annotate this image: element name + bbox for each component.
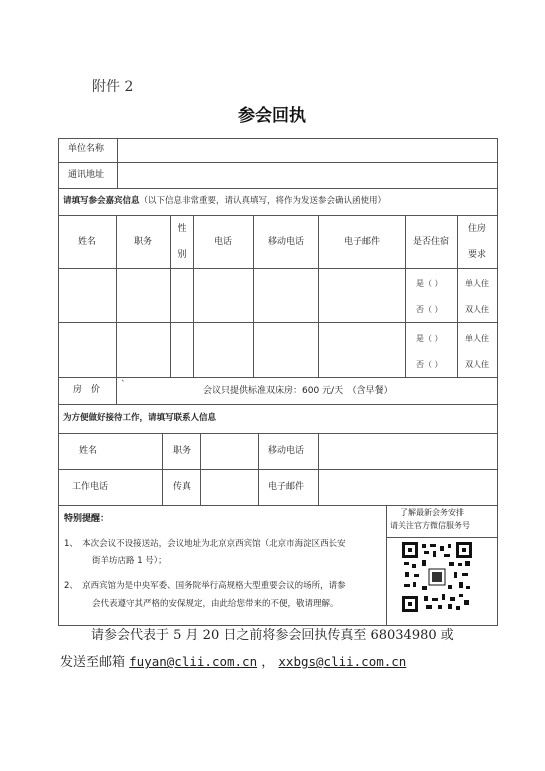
guest-section-heading bbox=[63, 197, 386, 206]
guest-room-header-bottom: 要求 bbox=[467, 250, 487, 260]
guest-gender-header-top: 性 bbox=[177, 224, 187, 234]
reminder-item-2-line-1: 2、 京西宾馆为是中央军委、国务院举行高规格大型重要会议的场所，请参 bbox=[64, 581, 346, 591]
guest-2-room-single[interactable]: 单人住 bbox=[465, 334, 489, 343]
guest-1-email-field[interactable] bbox=[320, 270, 404, 321]
contact-section-heading: 为方便做好接待工作，请填写联系人信息 bbox=[63, 413, 217, 423]
guest-2-email-field[interactable] bbox=[320, 324, 404, 376]
unit-name-label: 单位名称 bbox=[68, 144, 105, 154]
price-text: 会议只提供标准双床房：600 元/天 （含早餐） bbox=[203, 386, 393, 396]
footer-email-prefix: 发送至邮箱 bbox=[60, 655, 126, 670]
guest-phone-header: 电话 bbox=[213, 237, 233, 247]
price-label: 房 价 bbox=[73, 385, 101, 395]
contact-fax-label: 传真 bbox=[173, 482, 192, 492]
guest-gender-header-bottom: 别 bbox=[177, 250, 187, 260]
guest-1-lodging-yes[interactable]: 是（ ） bbox=[416, 279, 443, 288]
wechat-line-2: 请关注官方微信服务号 bbox=[390, 521, 470, 530]
contact-name-label: 姓名 bbox=[78, 446, 98, 456]
price-mark: ` bbox=[121, 380, 126, 390]
guest-name-header: 姓名 bbox=[77, 237, 97, 247]
unit-name-field[interactable] bbox=[119, 140, 496, 161]
reminder-item-1-line-2: 街羊坊店路 1 号）； bbox=[92, 556, 167, 566]
address-label: 通讯地址 bbox=[68, 170, 105, 180]
contact-position-field[interactable] bbox=[202, 435, 257, 468]
contact-work-phone-label: 工作电话 bbox=[71, 482, 109, 492]
guest-section-note: （以下信息非常重要，请认真填写，将作为发送参会确认函使用） bbox=[139, 196, 387, 206]
guest-email-header: 电子邮件 bbox=[343, 237, 381, 247]
guest-2-name-field[interactable] bbox=[60, 324, 115, 376]
page-title: 参会回执 bbox=[238, 106, 306, 126]
guest-1-name-field[interactable] bbox=[60, 270, 115, 321]
reminder-title: 特别提醒： bbox=[64, 514, 110, 524]
guest-position-header: 职务 bbox=[133, 237, 153, 247]
guest-lodging-header: 是否住宿 bbox=[412, 237, 450, 247]
wechat-line-1: 了解最新会务安排 bbox=[400, 508, 464, 517]
guest-1-phone-field[interactable] bbox=[195, 270, 252, 321]
attachment-label: 附件 2 bbox=[92, 79, 134, 95]
contact-name-field[interactable] bbox=[120, 435, 161, 468]
guest-1-room-double[interactable]: 双人住 bbox=[465, 305, 489, 314]
footer-line-2 bbox=[60, 656, 406, 669]
guest-room-header-top: 住房 bbox=[467, 224, 487, 234]
guest-1-room-single[interactable]: 单人住 bbox=[465, 279, 489, 288]
guest-2-lodging-no[interactable]: 否（ ） bbox=[416, 360, 443, 369]
guest-mobile-header: 移动电话 bbox=[267, 237, 305, 247]
guest-1-position-field[interactable] bbox=[118, 270, 169, 321]
footer-separator: ， bbox=[261, 655, 275, 670]
guest-section-title: 请填写参会嘉宾信息 bbox=[63, 196, 140, 206]
contact-mobile-label: 移动电话 bbox=[268, 446, 305, 456]
contact-email-label: 电子邮件 bbox=[268, 482, 305, 492]
reminder-item-2-line-2: 会代表遵守其严格的安保规定，由此给您带来的不便，敬请理解。 bbox=[92, 599, 339, 609]
footer-email-link-2[interactable]: xxbgs@clii.com.cn bbox=[278, 654, 407, 669]
guest-1-mobile-field[interactable] bbox=[255, 270, 317, 321]
reminder-item-1-line-1: 1、 本次会议不设接送站，会议地址为北京京西宾馆（北京市海淀区西长安 bbox=[64, 539, 346, 549]
contact-fax-field[interactable] bbox=[202, 471, 257, 504]
contact-email-field[interactable] bbox=[320, 471, 496, 504]
contact-position-label: 职务 bbox=[173, 446, 192, 456]
contact-mobile-field[interactable] bbox=[320, 435, 496, 468]
guest-2-phone-field[interactable] bbox=[195, 324, 252, 376]
footer-email-link-1[interactable]: fuyan@clii.com.cn bbox=[129, 654, 258, 669]
address-field[interactable] bbox=[119, 164, 496, 187]
guest-2-position-field[interactable] bbox=[118, 324, 169, 376]
footer-line-1: 请参会代表于 5 月 20 日之前将参会回执传真至 68034980 或 bbox=[91, 628, 454, 643]
guest-2-room-double[interactable]: 双人住 bbox=[465, 360, 489, 369]
guest-2-lodging-yes[interactable]: 是（ ） bbox=[416, 334, 443, 343]
guest-2-mobile-field[interactable] bbox=[255, 324, 317, 376]
contact-work-phone-field[interactable] bbox=[120, 471, 161, 504]
guest-2-gender-field[interactable] bbox=[172, 324, 192, 376]
guest-1-lodging-no[interactable]: 否（ ） bbox=[416, 305, 443, 314]
wechat-qr-code bbox=[402, 542, 472, 612]
guest-1-gender-field[interactable] bbox=[172, 270, 192, 321]
